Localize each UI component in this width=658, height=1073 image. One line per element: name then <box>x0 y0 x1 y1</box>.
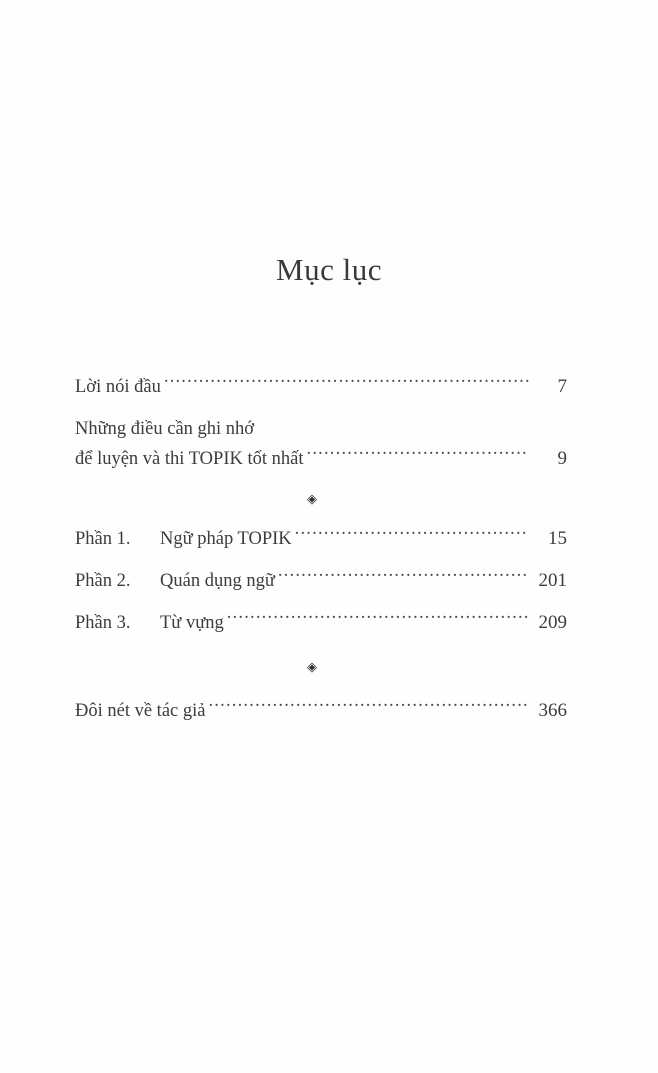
toc-entry-title: Lời nói đầu <box>75 377 161 397</box>
toc-entry-list <box>75 372 567 726</box>
toc-entry-preface[interactable] <box>75 372 567 402</box>
spacer <box>75 596 567 608</box>
part-number-label: Phần 1. <box>75 529 131 549</box>
dot-leader <box>164 374 529 393</box>
toc-entry-page-number: 7 <box>557 376 567 397</box>
toc-entry-title-line1: Những điều cần ghi nhớ <box>75 419 255 439</box>
toc-entry-part-1[interactable] <box>75 524 567 554</box>
toc-entry-page-number: 9 <box>557 448 567 469</box>
section-divider-ornament <box>75 486 567 512</box>
section-divider-ornament <box>75 654 567 680</box>
spacer <box>75 512 567 524</box>
toc-entry-about-author[interactable] <box>75 696 567 726</box>
toc-entry-study-notes[interactable] <box>75 414 567 474</box>
spacer <box>75 402 567 414</box>
dot-leader <box>278 568 529 587</box>
page-title: Mục lục <box>276 252 382 287</box>
dot-leader <box>295 526 529 545</box>
diamond-ornament-icon: ◈ <box>307 659 317 674</box>
toc-entry-page-number: 366 <box>538 700 567 721</box>
toc-entry-title: Đôi nét về tác giả <box>75 701 206 721</box>
toc-entry-title: Quán dụng ngữ <box>160 571 275 591</box>
dot-leader <box>307 446 530 465</box>
toc-entry-page-number: 201 <box>538 570 567 591</box>
dot-leader <box>227 610 529 629</box>
part-number-label: Phần 3. <box>75 613 131 633</box>
toc-entry-page-number: 15 <box>548 528 567 549</box>
spacer <box>75 554 567 566</box>
toc-entry-title-line2: để luyện và thi TOPIK tốt nhất <box>75 449 304 469</box>
toc-entry-part-3[interactable] <box>75 608 567 638</box>
dot-leader <box>208 698 529 717</box>
diamond-ornament-icon: ◈ <box>307 491 317 506</box>
spacer <box>75 474 567 486</box>
toc-entry-title: Từ vựng <box>160 613 224 633</box>
toc-entry-title: Ngữ pháp TOPIK <box>160 529 292 549</box>
part-number-label: Phần 2. <box>75 571 131 591</box>
spacer <box>75 680 567 696</box>
toc-entry-page-number: 209 <box>538 612 567 633</box>
toc-entry-part-2[interactable] <box>75 566 567 596</box>
spacer <box>75 638 567 654</box>
